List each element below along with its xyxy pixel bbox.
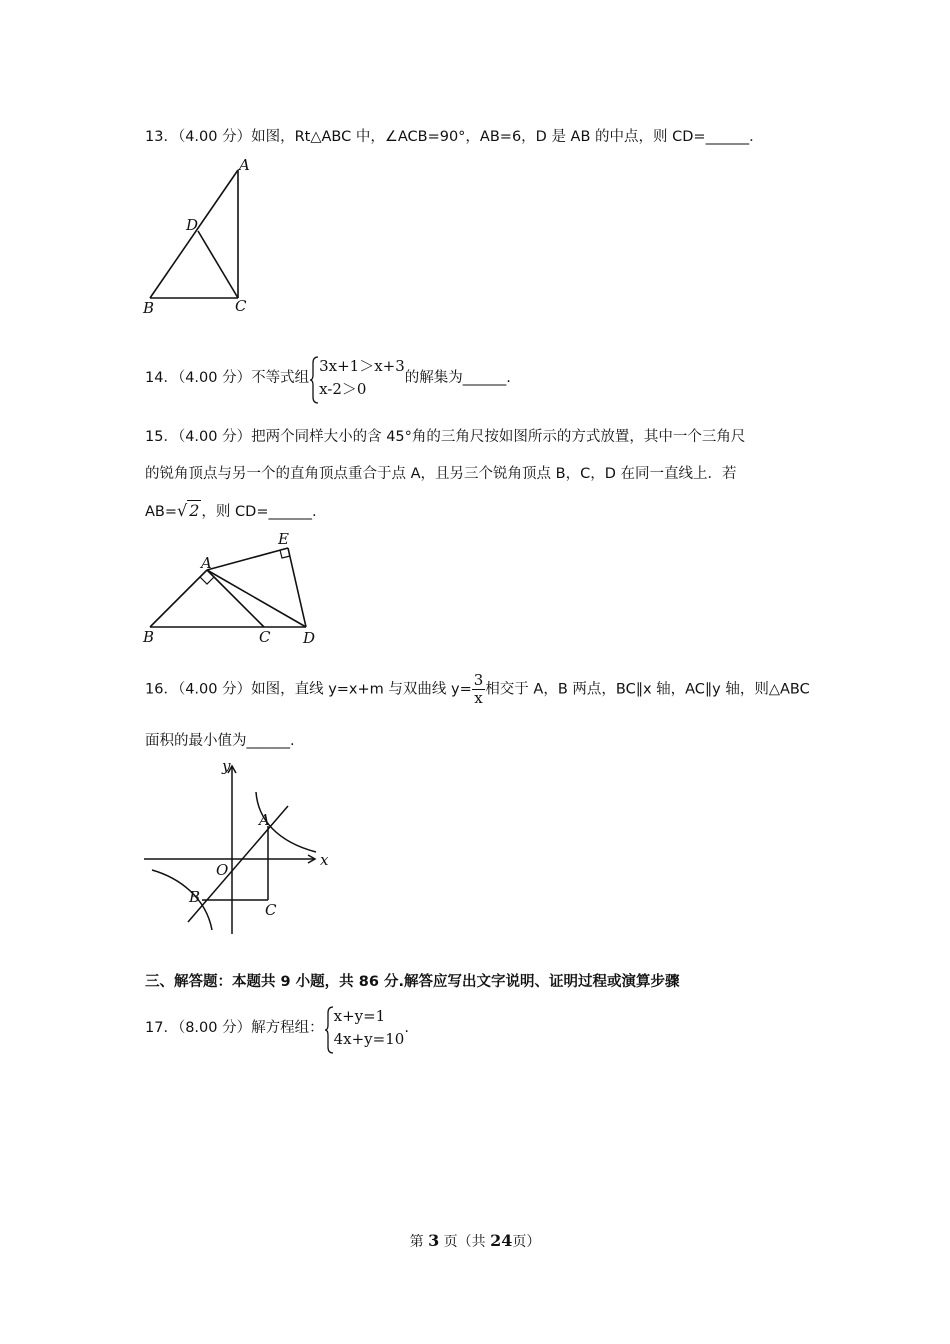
footer-page-number: 3 [428,1231,440,1250]
q16-line2: 面积的最小值为______. [145,733,295,749]
q14-line [145,355,511,401]
q16-label-y: y [222,758,231,775]
q14-row1: 3x+1＞x+3 [319,357,405,375]
q16-label-x: x [320,851,329,869]
q17-brace [324,1005,334,1055]
q17-line [145,1005,409,1051]
q13-label-a: A [239,156,250,174]
q13-side-ab [150,170,238,298]
q16-label-c: C [265,901,277,919]
q16-figure [138,758,338,940]
q14-system [309,355,405,401]
q16-label-b: B [189,888,201,906]
q15-right-angle-a [200,577,214,584]
q15-line1: 15．（4.00 分）把两个同样大小的含 45°角的三角尺按如图所示的方式放置，其中一个三角尺 [145,429,746,445]
q16-line1-prefix: 16．（4.00 分）如图，直线 y=x+m 与双曲线 y= [145,681,472,698]
q15-label-c: C [259,628,271,646]
section3-heading: 三、解答题：本题共 9 小题，共 86 分.解答应写出文字说明、证明过程或演算步骤 [145,974,680,990]
q16-fraction [472,672,486,707]
q13-label-d: D [186,216,199,234]
q15-sqrt: √ 2 [177,501,200,520]
q16-line1 [145,672,810,707]
q17-row1: x+y=1 [333,1007,386,1025]
q15-line3 [145,503,317,520]
footer-mid: 页（共 [443,1234,486,1250]
q15-line2: 的锐角顶点与另一个的直角顶点重合于点 A，且另三个锐角顶点 B，C，D 在同一直线上．若 [145,466,737,482]
q14-brace [309,355,319,405]
q13-figure [138,155,268,320]
q15-side-ae [207,548,288,570]
footer-post: 页） [512,1234,541,1250]
q16-frac-num: 3 [473,671,484,689]
q16-line1-suffix: 相交于 A，B 两点，BC∥x 轴，AC∥y 轴，则△ABC [485,681,810,698]
q13-label-b: B [143,299,155,317]
q15-figure [138,528,328,650]
q15-line3-prefix: AB= [145,504,178,520]
q15-side-ab [150,570,207,627]
q17-row2: 4x+y=10 [333,1030,405,1048]
q14-row2: x-2＞0 [319,380,367,398]
q17-system [324,1005,405,1051]
page-footer [0,1231,950,1251]
q15-line3-suffix: ，则 CD=______. [201,504,317,520]
q15-side-ed [288,548,306,627]
q15-label-b: B [143,628,155,646]
q15-sqrt-value: 2 [189,501,200,520]
q13-text: 13．（4.00 分）如图，Rt△ABC 中，∠ACB=90°，AB=6，D 是 AB 的中点，则 CD=______． [145,129,764,145]
q15-label-a: A [201,554,212,572]
q17-prefix: 17．（8.00 分）解方程组： [145,1020,324,1036]
q13-label-c: C [235,297,247,315]
q16-frac-den: x [474,689,483,707]
q16-label-a: A [259,811,270,829]
q17-suffix: . [404,1020,409,1036]
footer-pre: 第 [409,1234,424,1250]
q16-label-o: O [216,861,229,879]
q14-suffix: 的解集为______. [404,370,511,386]
q13-segment-cd [198,231,238,298]
q14-prefix: 14．（4.00 分）不等式组 [145,370,310,386]
q15-label-e: E [278,530,289,548]
footer-total-pages: 24 [490,1231,513,1250]
q15-label-d: D [303,629,316,647]
